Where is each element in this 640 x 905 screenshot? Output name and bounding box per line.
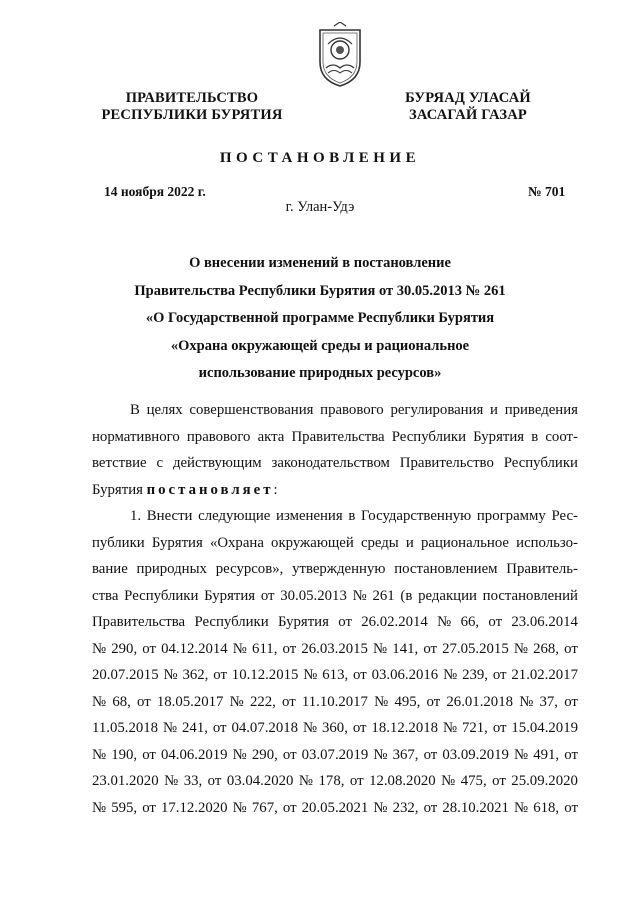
body-word: 261 (372, 587, 395, 604)
body-word: 25.09.2020 (511, 773, 578, 789)
body-word: от (282, 640, 297, 657)
body-word: 491, (533, 746, 560, 763)
body-line (92, 424, 578, 451)
government-name-bua-line2: ЗАСАГАЙ ГАЗАР (409, 107, 527, 123)
body-word: от (426, 693, 441, 710)
body-word: № (441, 773, 456, 789)
body-line (92, 795, 578, 822)
body-word: от (564, 693, 578, 710)
body-word: 33, (183, 773, 203, 789)
body-word: 1. (130, 508, 142, 524)
body-word: следующие (198, 508, 271, 524)
body-word: ства (92, 587, 119, 604)
body-word: 23.06.2014 (511, 614, 578, 630)
body-word: от (213, 667, 227, 683)
body-word: 23.01.2020 (92, 773, 159, 789)
body-word: природных (136, 561, 207, 577)
body-word: 21.02.2017 (511, 667, 578, 683)
body-word: 10.12.2015 (231, 667, 299, 683)
body-line (92, 742, 578, 769)
body-line (92, 503, 578, 530)
government-name-ru-line1: ПРАВИТЕЛЬСТВО (125, 90, 259, 106)
body-word: 18.12.2018 (371, 720, 439, 736)
body-word: редакции (418, 587, 477, 604)
body-word: 15.04.2019 (511, 720, 578, 736)
body-word: и (490, 402, 498, 418)
body-word: Правитель- (506, 561, 578, 577)
document-title (100, 250, 540, 388)
body-word: 232, (392, 799, 419, 816)
body-word: Рес- (551, 508, 578, 524)
body-word: 04.12.2014 (161, 640, 228, 657)
body-word: № (514, 799, 529, 816)
body-word: Бурятия (473, 428, 525, 445)
body-text: : (273, 481, 278, 498)
body-word: в (531, 428, 539, 445)
body-word: правового (320, 402, 384, 418)
body-word: 66, (460, 614, 480, 630)
body-word: от (142, 799, 156, 816)
body-line (92, 530, 578, 557)
document-type: ПОСТАНОВЛЕНИЕ (219, 150, 421, 166)
body-word: постановлением (394, 561, 498, 577)
body-word: постановлений (482, 587, 578, 604)
government-name-ru (92, 90, 292, 124)
body-word: Республики (194, 614, 269, 630)
title-line: «Охрана окружающей среды и рациональное (170, 337, 470, 354)
body-word: 03.09.2019 (442, 746, 509, 763)
body-word: от (564, 640, 578, 657)
government-name-ru-line2: РЕСПУБЛИКИ БУРЯТИЯ (101, 107, 283, 123)
body-word: № (442, 720, 458, 736)
government-name-bua-line1: БУРЯАД УЛАСАЙ (405, 90, 531, 106)
body-word: действующим (172, 455, 262, 471)
body-word: от (282, 799, 297, 816)
body-word: № (232, 799, 247, 816)
document-number: № 701 (528, 184, 566, 199)
body-word: 17.12.2020 (160, 799, 228, 816)
body-word: от (142, 640, 156, 657)
body-line (92, 477, 578, 504)
body-line (92, 609, 578, 636)
body-word: «Охрана (209, 534, 264, 551)
body-word: 367, (392, 746, 419, 763)
body-word: 360, (322, 720, 348, 736)
government-name-bua (398, 90, 538, 124)
body-word: № (232, 640, 247, 657)
body-word: 618, (533, 799, 560, 816)
body-word: с (156, 455, 164, 471)
body-word: № (437, 614, 452, 630)
body-word: 03.06.2016 (371, 667, 439, 683)
body-word: 141, (392, 640, 419, 657)
body-word: от (352, 720, 367, 736)
body-word: изменения (276, 508, 343, 524)
body-word: ветствие (92, 455, 147, 471)
body-word: Правительство (399, 455, 494, 471)
body-word: 611, (252, 640, 278, 657)
body-word: 26.02.2014 (361, 614, 428, 630)
body-word: от (282, 693, 296, 710)
body-word: 28.10.2021 (442, 799, 509, 816)
body-word: целях (146, 402, 183, 418)
body-word: Государственную (361, 508, 472, 524)
body-word: 26.01.2018 (446, 693, 513, 710)
body-word: регулирования (390, 402, 484, 418)
body-word: 18.05.2017 (156, 693, 224, 710)
body-line (92, 715, 578, 742)
body-word: 613, (322, 667, 349, 683)
body-word: № (443, 667, 458, 683)
body-word: 290, (251, 746, 278, 763)
body-line (92, 768, 578, 795)
body-word: от (260, 587, 275, 604)
body-word: № (92, 799, 107, 816)
body-word: № (373, 799, 388, 816)
body-word: от (564, 799, 578, 816)
body-word: приведения (504, 402, 578, 418)
body-word: № (373, 746, 388, 763)
body-word: № (232, 746, 247, 763)
body-word: Бурятия (151, 534, 203, 551)
document-body (92, 397, 578, 821)
document-date: 14 ноября 2022 г. (104, 184, 206, 199)
body-word: № (162, 720, 178, 736)
body-line (92, 583, 578, 610)
body-word: от (423, 746, 438, 763)
body-word: 20.05.2021 (301, 799, 369, 816)
body-word: 290, (111, 640, 138, 657)
body-word: вание (92, 561, 128, 577)
body-line (92, 556, 578, 583)
body-word: от (488, 614, 503, 630)
body-word: 03.04.2020 (226, 773, 294, 789)
body-word: № (302, 720, 318, 736)
body-word: 26.03.2015 (301, 640, 368, 657)
body-word: соот- (545, 428, 578, 445)
body-word: Внести (146, 508, 193, 524)
title-line: «О Государственной программе Республики Бурятия (145, 310, 495, 326)
body-word: 475, (460, 773, 487, 789)
body-word: от (338, 614, 352, 630)
body-word: законодательством (271, 455, 390, 471)
body-word: и (405, 534, 414, 551)
document-city: г. Улан-Удэ (285, 199, 355, 215)
body-word: утвержденную (292, 561, 386, 577)
body-word: 04.06.2019 (160, 746, 228, 763)
body-word: 495, (394, 693, 421, 710)
body-word: 11.10.2017 (301, 693, 368, 710)
body-word: от (349, 773, 364, 789)
body-line (92, 662, 578, 689)
body-word: от (207, 773, 222, 789)
body-word: 68, (112, 693, 131, 710)
title-line: О внесении изменений в постановление (189, 255, 451, 271)
body-word: Бурятия (277, 614, 329, 630)
body-word: 362, (182, 667, 209, 683)
title-line: Правительства Республики Бурятия от 30.05.2013 № 261 (134, 282, 506, 299)
body-word: от (492, 667, 507, 683)
body-word: № (352, 587, 367, 604)
body-text: Бурятия (92, 481, 147, 498)
body-word: 27.05.2015 (442, 640, 509, 657)
body-word: Правительства (291, 428, 385, 445)
body-word: Республики (503, 455, 578, 471)
body-word: от (423, 640, 437, 657)
body-word: от (282, 746, 297, 763)
body-word: № (303, 667, 318, 683)
body-line (92, 450, 578, 477)
body-word: 178, (318, 773, 345, 789)
body-word: программу (476, 508, 546, 524)
body-word: использо- (516, 534, 578, 551)
body-word: 595, (111, 799, 138, 816)
body-word: (в (400, 587, 413, 604)
body-word: 190, (111, 746, 138, 763)
body-word: 767, (251, 799, 278, 816)
body-word: совершенствования (189, 402, 314, 418)
resolution-word: постановляет (146, 481, 274, 498)
body-word: 03.07.2019 (301, 746, 369, 763)
body-word: 239, (462, 667, 488, 683)
body-word: Правительства (92, 614, 186, 630)
body-word: 11.05.2018 (92, 720, 159, 736)
body-word: Республики (124, 587, 199, 604)
body-word: от (492, 720, 507, 736)
body-word: правового (186, 428, 251, 445)
body-word: нормативного (92, 428, 180, 445)
body-word: 04.07.2018 (231, 720, 299, 736)
body-word: № (163, 667, 178, 683)
body-word: № (519, 693, 534, 710)
body-word: 268, (533, 640, 559, 657)
body-word: 12.08.2020 (369, 773, 436, 789)
coat-of-arms-icon (314, 22, 366, 88)
body-word: ресурсов», (215, 561, 284, 577)
body-word: № (164, 773, 179, 789)
body-word: № (513, 640, 528, 657)
body-word: акта (257, 428, 285, 445)
body-word: от (492, 773, 506, 789)
body-word: № (92, 640, 107, 657)
body-word: № (298, 773, 314, 789)
body-word: от (212, 720, 227, 736)
body-word: публики (92, 534, 145, 551)
body-word: от (137, 693, 151, 710)
body-line (92, 689, 578, 716)
body-word: Республики (391, 428, 466, 445)
body-word: окружающей (271, 534, 354, 551)
body-word: 222, (249, 693, 276, 710)
body-word: В (130, 402, 140, 418)
title-line: использование природных ресурсов» (198, 365, 442, 381)
body-line (92, 397, 578, 424)
body-word: № (92, 746, 107, 763)
body-word: от (564, 746, 578, 763)
body-line (92, 636, 578, 663)
body-word: № (229, 693, 244, 710)
body-word: среды (360, 534, 399, 551)
body-word: № (514, 746, 529, 763)
body-word: 37, (539, 693, 558, 710)
body-word: от (353, 667, 367, 683)
body-word: 20.07.2015 (92, 667, 159, 683)
body-word: 241, (182, 720, 208, 736)
body-word: от (142, 746, 156, 763)
body-word: № (92, 693, 107, 710)
body-word: № (373, 640, 388, 657)
body-word: 721, (461, 720, 488, 736)
body-word: № (374, 693, 389, 710)
body-word: рациональное (420, 534, 509, 551)
body-word: в (348, 508, 356, 524)
body-word: от (423, 799, 438, 816)
body-word: Бурятия (204, 587, 256, 604)
body-word: 30.05.2013 (280, 587, 347, 604)
